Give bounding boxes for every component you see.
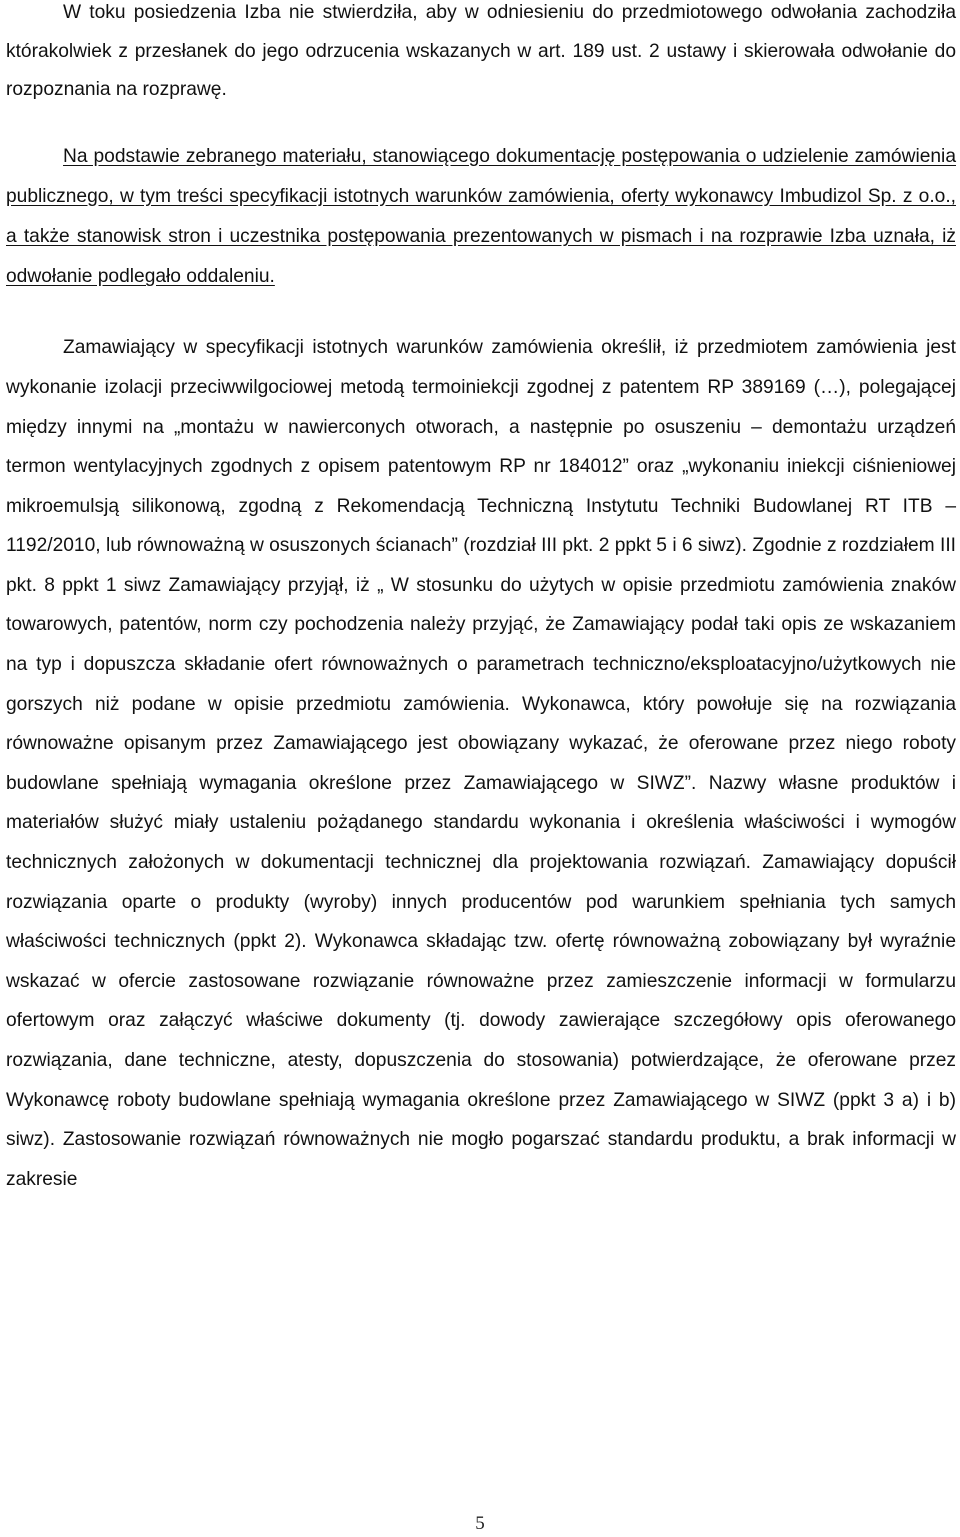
paragraph-hearing-outcome: W toku posiedzenia Izba nie stwierdziła, aby w odniesieniu do przedmiotowego odwołania zachodziła którakolwiek z przesłanek do jego odrzucenia wskazanych w art. 189 ust. 2 ustawy i skierowała odwołanie do rozpoznania na rozprawę. [6, 2, 956, 100]
paragraph-contract-specification: Zamawiający w specyfikacji istotnych warunków zamówienia określił, iż przedmiotem zamówienia jest wykonanie izolacji przeciwwilgociowej metodą termoiniekcji zgodnej z patentem RP 389169 (…), polegającej między innymi na „montażu w nawierconych otworach, a następnie po osuszeniu – demontażu urządzeń termon wentylacyjnych zgodnych z opisem patentowym RP nr 184012” oraz „wykonaniu iniekcji ciśnieniowej mikroemulsją silikonową, zgodną z Rekomendacją Techniczną Instytutu Techniki Budowlanej RT ITB – 1192/2010, lub równoważną w osuszonych ścianach” (rozdział III pkt. 2 ppkt 5 i 6 siwz). Zgodnie z rozdziałem III pkt. 8 ppkt 1 siwz Zamawiający przyjął, iż „ W stosunku do użytych w opisie przedmiotu zamówienia znaków towarowych, patentów, norm czy pochodzenia należy przyjąć, że Zamawiający podał taki opis ze wskazaniem na typ i dopuszcza składanie ofert równoważnych o parametrach techniczno/eksploatacyjno/użytkowych nie gorszych niż podane w opisie przedmiotu zamówienia. Wykonawca, który powołuje się na rozwiązania równoważne opisanym przez Zamawiającego jest obowiązany wykazać, że oferowane przez niego roboty budowlane spełniają wymagania określone przez Zamawiającego w SIWZ”. Nazwy własne produktów i materiałów służyć miały ustaleniu pożądanego standardu wykonania i określenia właściwości i wymogów technicznych założonych w dokumentacji technicznej dla projektowania rozwiązań. Zamawiający dopuścił rozwiązania oparte o produkty (wyroby) innych producentów pod warunkiem spełniania tych samych właściwości technicznych (ppkt 2). Wykonawca składając tzw. ofertę równoważną zobowiązany był wyraźnie wskazać w ofercie zastosowane rozwiązanie równoważne przez zamieszczenie informacji w formularzu ofertowym oraz załączyć właściwe dokumenty (tj. dowody zawierające szczegółowy opis oferowanego rozwiązania, dane techniczne, atesty, dopuszczenia do stosowania) potwierdzające, że oferowane przez Wykonawcę roboty budowlane spełniają wymagania określone przez Zamawiającego w SIWZ (ppkt 3 a) i b) siwz). Zastosowanie rozwiązań równoważnych nie mogło pogarszać standardu produktu, a brak informacji w zakresie [6, 337, 956, 1190]
document-page [6, 0, 956, 1199]
page-number: 5 [475, 1513, 485, 1534]
paragraph-decision-basis: Na podstawie zebranego materiału, stanowiącego dokumentację postępowania o udzielenie zamówienia publicznego, w tym treści specyfikacji istotnych warunków zamówienia, oferty wykonawcy Imbudizol Sp. z o.o., a także stanowisk stron i uczestnika postępowania prezentowanych w pismach i na rozprawie Izba uznała, iż odwołanie podlegało oddaleniu. [6, 145, 956, 288]
